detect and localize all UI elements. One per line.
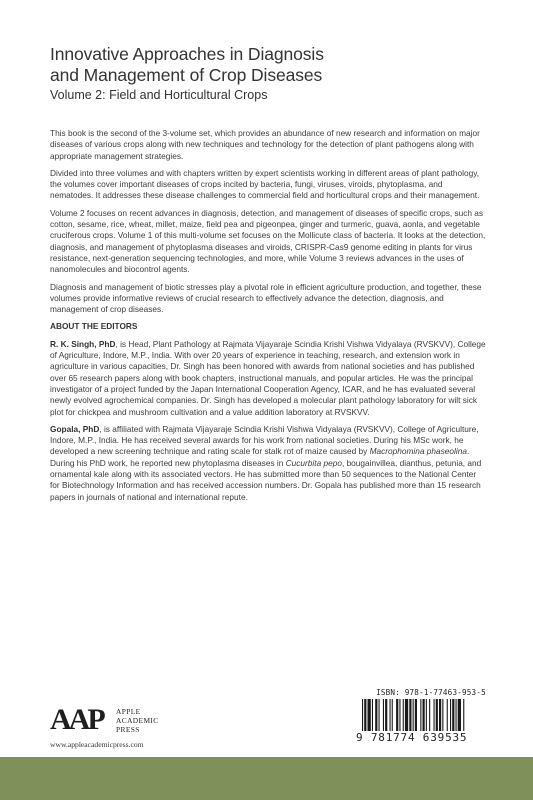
barcode-bar xyxy=(396,699,398,731)
barcode-bar xyxy=(392,699,393,731)
barcode-bar xyxy=(413,699,414,731)
publisher-name-line-1: APPLE xyxy=(116,707,141,716)
publisher-logo xyxy=(50,704,190,754)
barcode-bar xyxy=(426,699,427,731)
barcode-bar xyxy=(434,699,435,731)
editor-bio-2-text-a: , is affiliated with Rajmata Vijayaraje Scindia Krishi Vishwa Vidyalaya (RVSKVV), College of Agriculture, Indore, M.P., India. He has received several awards for his work from national societies. During his MSc work, he developed a new screening technique and rating scale for stalk rot of maize caused by xyxy=(50,423,479,457)
description-paragraph-2: Divided into three volumes and with chapters written by expert scientists working in different areas of plant pathology, the volumes cover important diseases of crops incited by bacteria, fungi, viruses, viroids, phytoplasma, and nematodes. It addresses these disease challenges to commercial field and horticultural crops and their management. xyxy=(50,167,480,201)
barcode-bar xyxy=(442,699,443,731)
barcode-bar xyxy=(379,699,380,731)
barcode-bar xyxy=(362,699,363,731)
description-paragraph-3: Volume 2 focuses on recent advances in diagnosis, detection, and management of diseases of specific crops, such as cotton, sesame, rice, wheat, millet, maize, field pea and pigeonpea, ginger and turmeric, guava, aonla, and vegetable cruciferous crops. Volume 1 of this multi-volume set focuses on the Mollicute class of bacteria. It looks at the detection, diagnosis, and management of phytoplasma diseases and viroids, CRISPR-Cas9 genome editing in plants for virus resistance, next-generation sequencing technologies, and more, while Volume 3 reviews advances in the uses of nanomolecules and biocontrol agents. xyxy=(50,207,486,275)
barcode-bar xyxy=(463,699,464,731)
barcode-bar xyxy=(452,699,454,731)
editor-name-1: R. K. Singh, PhD xyxy=(50,338,116,349)
editor-name-2: Gopala, PhD xyxy=(50,423,100,434)
description-paragraph-1: This book is the second of the 3-volume set, which provides an abundance of new research and information on major diseases of various crops along with new techniques and technology for the detection of plant pathogens along with appropriate management strategies. xyxy=(50,128,480,161)
book-title-line-2: and Management of Crop Diseases xyxy=(50,65,323,85)
barcode-bar xyxy=(420,699,421,731)
barcode-bar xyxy=(450,699,451,731)
barcode-bar xyxy=(458,699,461,731)
barcode-bar xyxy=(429,699,430,731)
editor-bio-2-text-c: , bougainvillea, dianthus, petunia, and ornamental kale along with its associated vectors. He has submitted more than 50 sequences to the National Center for Biotechnology Information and has received accession numbers. Dr. Gopala has published more than 15 research papers in journals of national and international repute. xyxy=(50,457,482,502)
barcode-bars xyxy=(362,699,500,731)
book-title-line-1: Innovative Approaches in Diagnosis xyxy=(50,44,324,64)
barcode-digits: 9 781774 639535 xyxy=(356,731,468,744)
publisher-name xyxy=(116,707,159,734)
barcode-bar xyxy=(439,699,441,731)
isbn-label: ISBN: 978-1-77463-953-5 xyxy=(376,688,486,697)
aap-logo-mark: AAP xyxy=(50,703,103,736)
barcode-bar xyxy=(368,699,371,731)
color-band xyxy=(0,757,533,800)
barcode-bar xyxy=(456,699,457,731)
barcode-bar xyxy=(383,699,384,731)
barcode-bar xyxy=(409,699,411,731)
publisher-url: www.appleacademicpress.com xyxy=(50,740,144,749)
barcode-bar xyxy=(390,699,391,731)
barcode-bar xyxy=(385,699,387,731)
barcode-bar xyxy=(375,699,377,731)
publisher-name-line-3: PRESS xyxy=(116,725,140,734)
book-subtitle: Volume 2: Field and Horticultural Crops xyxy=(50,88,268,102)
isbn-barcode xyxy=(356,688,506,748)
publisher-name-line-2: ACADEMIC xyxy=(116,716,159,725)
species-name-1: Macrophomina phaseolina xyxy=(369,446,467,457)
editors-heading: ABOUT THE EDITORS xyxy=(50,321,138,332)
barcode-bar xyxy=(447,699,448,731)
editor-bio-2-text-b: . During his PhD work, he reported new phytoplasma diseases in xyxy=(50,446,470,468)
barcode-bar xyxy=(403,699,404,731)
barcode-bar xyxy=(399,699,400,731)
barcode-bar xyxy=(372,699,373,731)
editor-bio-2 xyxy=(50,424,487,503)
barcode-bar xyxy=(415,699,417,731)
description-paragraph-4: Diagnosis and management of biotic stresses play a pivotal role in efficient agriculture production, and together, these volumes provide informative reviews of crucial research to effectively advance the detection, diagnosis, and management of crop diseases. xyxy=(50,281,482,315)
barcode-bar xyxy=(364,699,366,731)
species-name-2: Cucurbita pepo xyxy=(285,457,342,468)
book-title xyxy=(50,44,520,86)
barcode-bar xyxy=(423,699,425,731)
barcode-bar xyxy=(436,699,438,731)
editor-bio-1-text: , is Head, Plant Pathology at Rajmata Vijayaraje Scindia Krishi Vishwa Vidyalaya (RVSKVV), College of Agriculture, Indore, M.P., India. With over 20 years of experience in teaching, research, and extension work in agriculture in various capacities, Dr. Singh has been honored with awards from national societies and has published over 65 research papers along with book chapters, instructional manuals, and popular articles. He was the principal investigator of a project funded by the Japan International Cooperation Agency, ICAR, and he has evaluated several newly evolved agrochemical companies. Dr. Singh has developed a molecular plant pathology laboratory for wilt sick plot for chickpea and mushroom cultivation and a value addition laboratory at RVSKVV. xyxy=(50,338,486,417)
back-cover-text xyxy=(50,128,487,509)
barcode-bar xyxy=(405,699,408,731)
editor-bio-1 xyxy=(50,339,487,418)
